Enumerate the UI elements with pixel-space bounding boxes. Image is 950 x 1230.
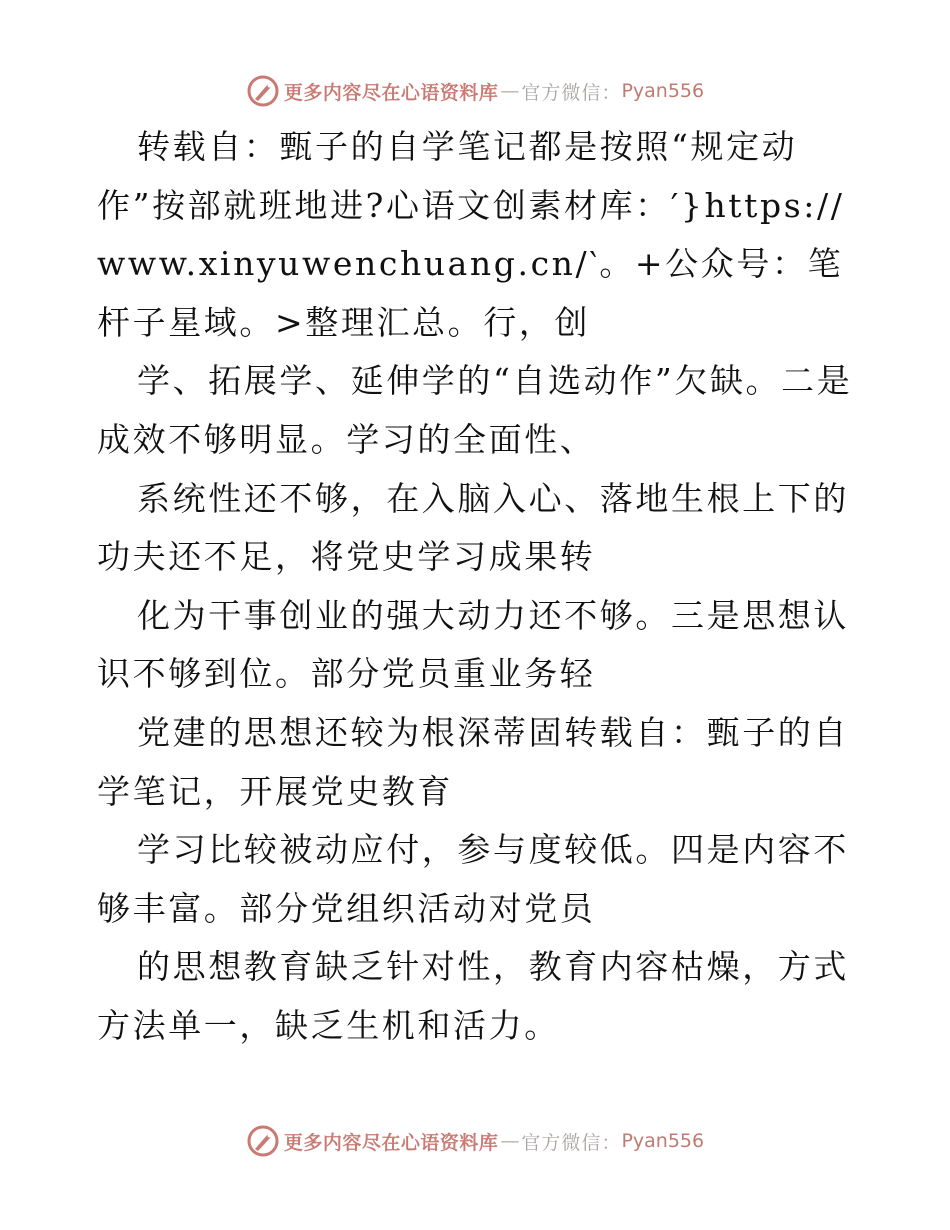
paragraph: 学习比较被动应付，参与度较低。四是内容不够丰富。部分党组织活动对党员 [97,830,849,928]
paragraph: 学、拓展学、延伸学的“自选动作”欠缺。二是成效不够明显。学习的全面性、 [97,361,853,459]
pen-nib-logo-icon [246,74,280,108]
paragraph: 转载自：甄子的自学笔记都是按照“规定动作”按部就班地进?心语文创素材库：′}https://www.xinyuwenchuang.cn/‵。+公众号：笔杆子星域。>整理汇总。行，创 [97,127,845,342]
header-watermark [0,71,950,111]
footer-watermark [0,1121,950,1161]
paragraph: 系统性还不够，在入脑入心、落地生根上下的功夫还不足，将党史学习成果转 [97,478,849,577]
paragraph: 的思想教育缺乏针对性，教育内容枯燥，方式方法单一，缺乏生机和活力。 [97,947,849,1045]
watermark-dash: — [500,80,520,102]
watermark-main-text: 更多内容尽在心语资料库 [283,1131,499,1154]
watermark-wechat-label: 官方微信： [521,81,622,104]
pen-nib-logo-icon [246,1124,280,1158]
watermark-dash: — [500,1130,520,1152]
watermark-wechat-label: 官方微信： [521,1131,622,1154]
watermark-main-text: 更多内容尽在心语资料库 [283,81,499,104]
paragraph: 化为干事创业的强大动力还不够。三是思想认识不够到位。部分党员重业务轻 [97,595,849,694]
document-body [97,118,857,1056]
watermark-wechat-id: Pyan556 [621,80,705,102]
paragraph: 党建的思想还较为根深蒂固转载自：甄子的自学笔记，开展党史教育 [97,712,849,811]
watermark-wechat-id: Pyan556 [621,1130,705,1152]
